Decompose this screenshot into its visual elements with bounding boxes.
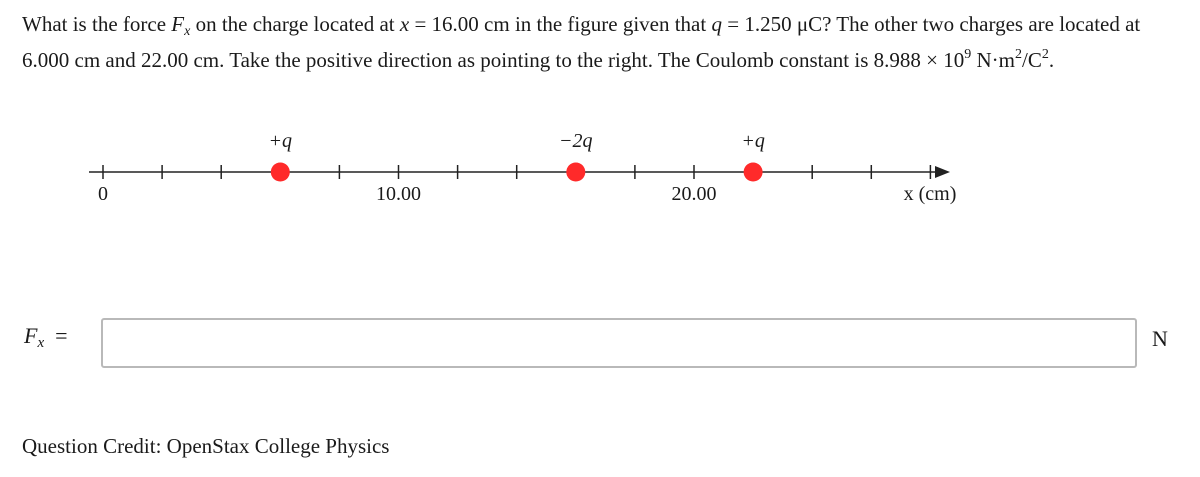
question-part2: on the charge located at (195, 12, 395, 36)
question-part4: The other two charges are located at 6.000 cm and 22.00 cm. Take the positive direction as pointing to the right. The Coulomb constant is (22, 12, 1141, 72)
tick-label: 10.00 (376, 183, 421, 205)
coulomb-exponent: 9 (964, 47, 972, 62)
question-part1: What is the force (22, 12, 167, 36)
coulomb-unit: /C (1021, 48, 1042, 72)
charge-dot (271, 163, 290, 182)
answer-row (0, 315, 1200, 371)
period: . (1048, 48, 1055, 72)
question-credit: Question Credit: OpenStax College Physics (22, 434, 390, 458)
equals-sign: = (414, 12, 427, 36)
axis-arrow (935, 166, 950, 178)
charge-label: +q (268, 130, 293, 152)
axis-label: x (cm) (903, 183, 957, 205)
equals-sign: = (727, 12, 740, 36)
force-answer-input[interactable] (101, 318, 1137, 368)
unit-exponent: 2 (1014, 47, 1022, 62)
answer-label (24, 323, 68, 349)
force-subscript: x (184, 24, 191, 39)
unit-label: N (1152, 326, 1168, 351)
force-symbol: F (171, 12, 185, 36)
answer-subscript: x (37, 335, 45, 351)
x-symbol: x (399, 12, 410, 36)
coulomb-unit: N·m (976, 48, 1015, 72)
answer-symbol: F (24, 323, 38, 348)
q-symbol: q (711, 12, 722, 36)
charge-dot (566, 163, 585, 182)
unit-exponent: 2 (1041, 47, 1049, 62)
q-value: 1.250 μC? (744, 12, 832, 36)
answer-equals: = (55, 323, 68, 348)
tick-label: 0 (98, 183, 108, 205)
charge-position: 16.00 cm (431, 12, 510, 36)
coulomb-constant: 8.988 × 10 (873, 48, 965, 72)
charge-label: −2q (559, 130, 593, 152)
tick-label: 20.00 (671, 183, 717, 205)
charge-dot (744, 163, 763, 182)
question-part3: in the figure given that (514, 12, 707, 36)
charge-label: +q (741, 130, 765, 152)
